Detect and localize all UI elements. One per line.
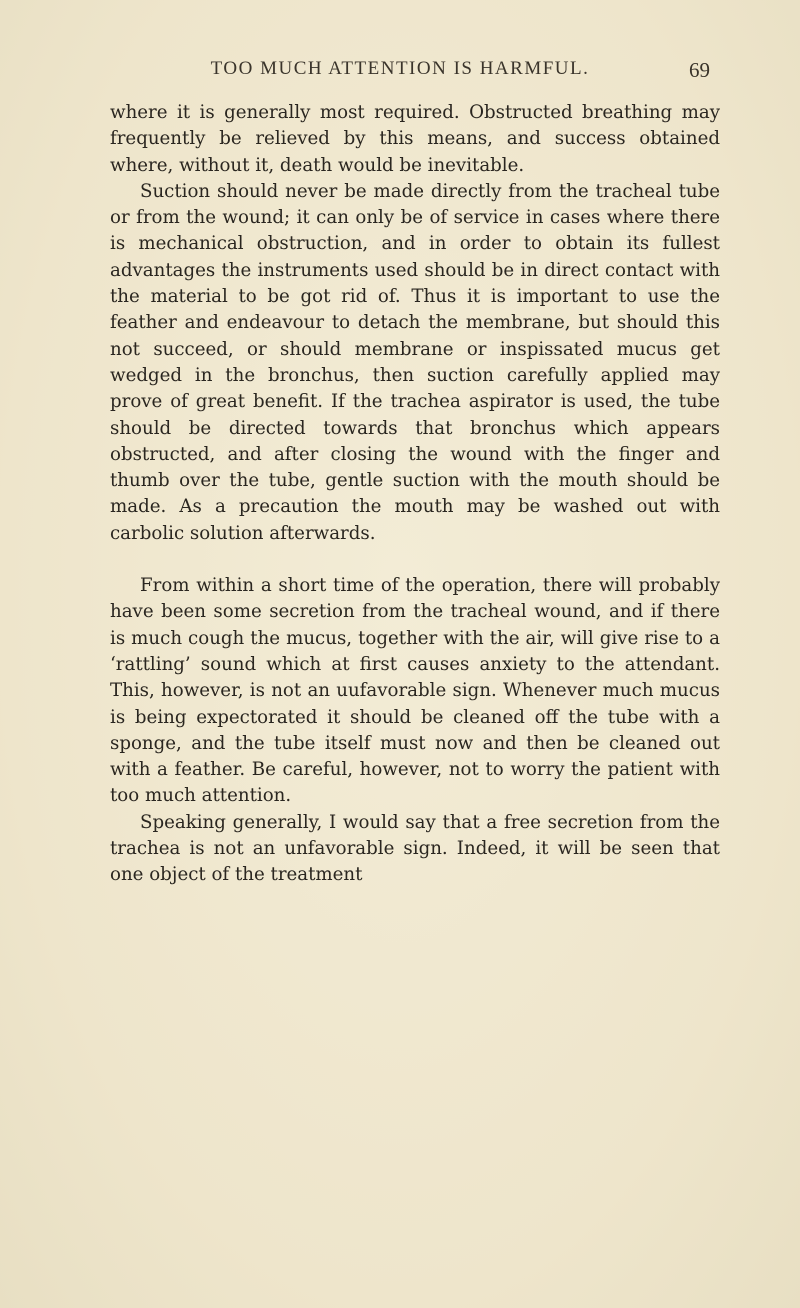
paragraph-suction: Suction should never be made directly from the tracheal tube or from the wound; it can only be of service in cases where there is mechanical obstruction, and in order to obtain its fullest advantages the instruments used should be in direct contact with the material to be got rid of. Thus it is important to use the feather and endeavour to detach the membrane, but should this not succeed, or should membrane or inspissated mucus get wedged in the bronchus, then suction carefully applied may prove of great benefit. If the trachea aspirator is used, the tube should be directed towards that bronchus which appears obstructed, and after closing the wound with the finger and thumb over the tube, gentle suction with the mouth should be made. As a precaution the mouth may be washed out with carbolic solution afterwards. — [110, 180, 720, 544]
paragraph-continued: where it is generally most required. Obstructed breathing may frequently be relieved by this means, and success obtained where, without it, death would be inevitable. — [110, 102, 720, 176]
paragraph-speaking-generally: Speaking generally, I would say that a free secretion from the trachea is not an unfavorable sign. Indeed, it will be seen that one object of the treatment — [110, 811, 720, 886]
running-title: TOO MUCH ATTENTION IS HARMFUL. — [210, 58, 590, 79]
running-head — [110, 58, 710, 88]
section-gap — [110, 547, 720, 573]
paragraph-secretion: From within a short time of the operation, there will probably have been some secretion from the tracheal wound, and if there is much cough the mucus, together with the air, will give rise to a ‘rattling’ sound which at first causes anxiety to the attendant. This, however, is not an uufavorable sign. Whenever much mucus is being expectorated it should be cleaned off the tube with a sponge, and the tube itself must now and then be cleaned out with a feather. Be careful, however, not to worry the patient with too much attention. — [110, 575, 720, 807]
body-text — [110, 100, 720, 889]
page-number: 69 — [689, 58, 710, 82]
